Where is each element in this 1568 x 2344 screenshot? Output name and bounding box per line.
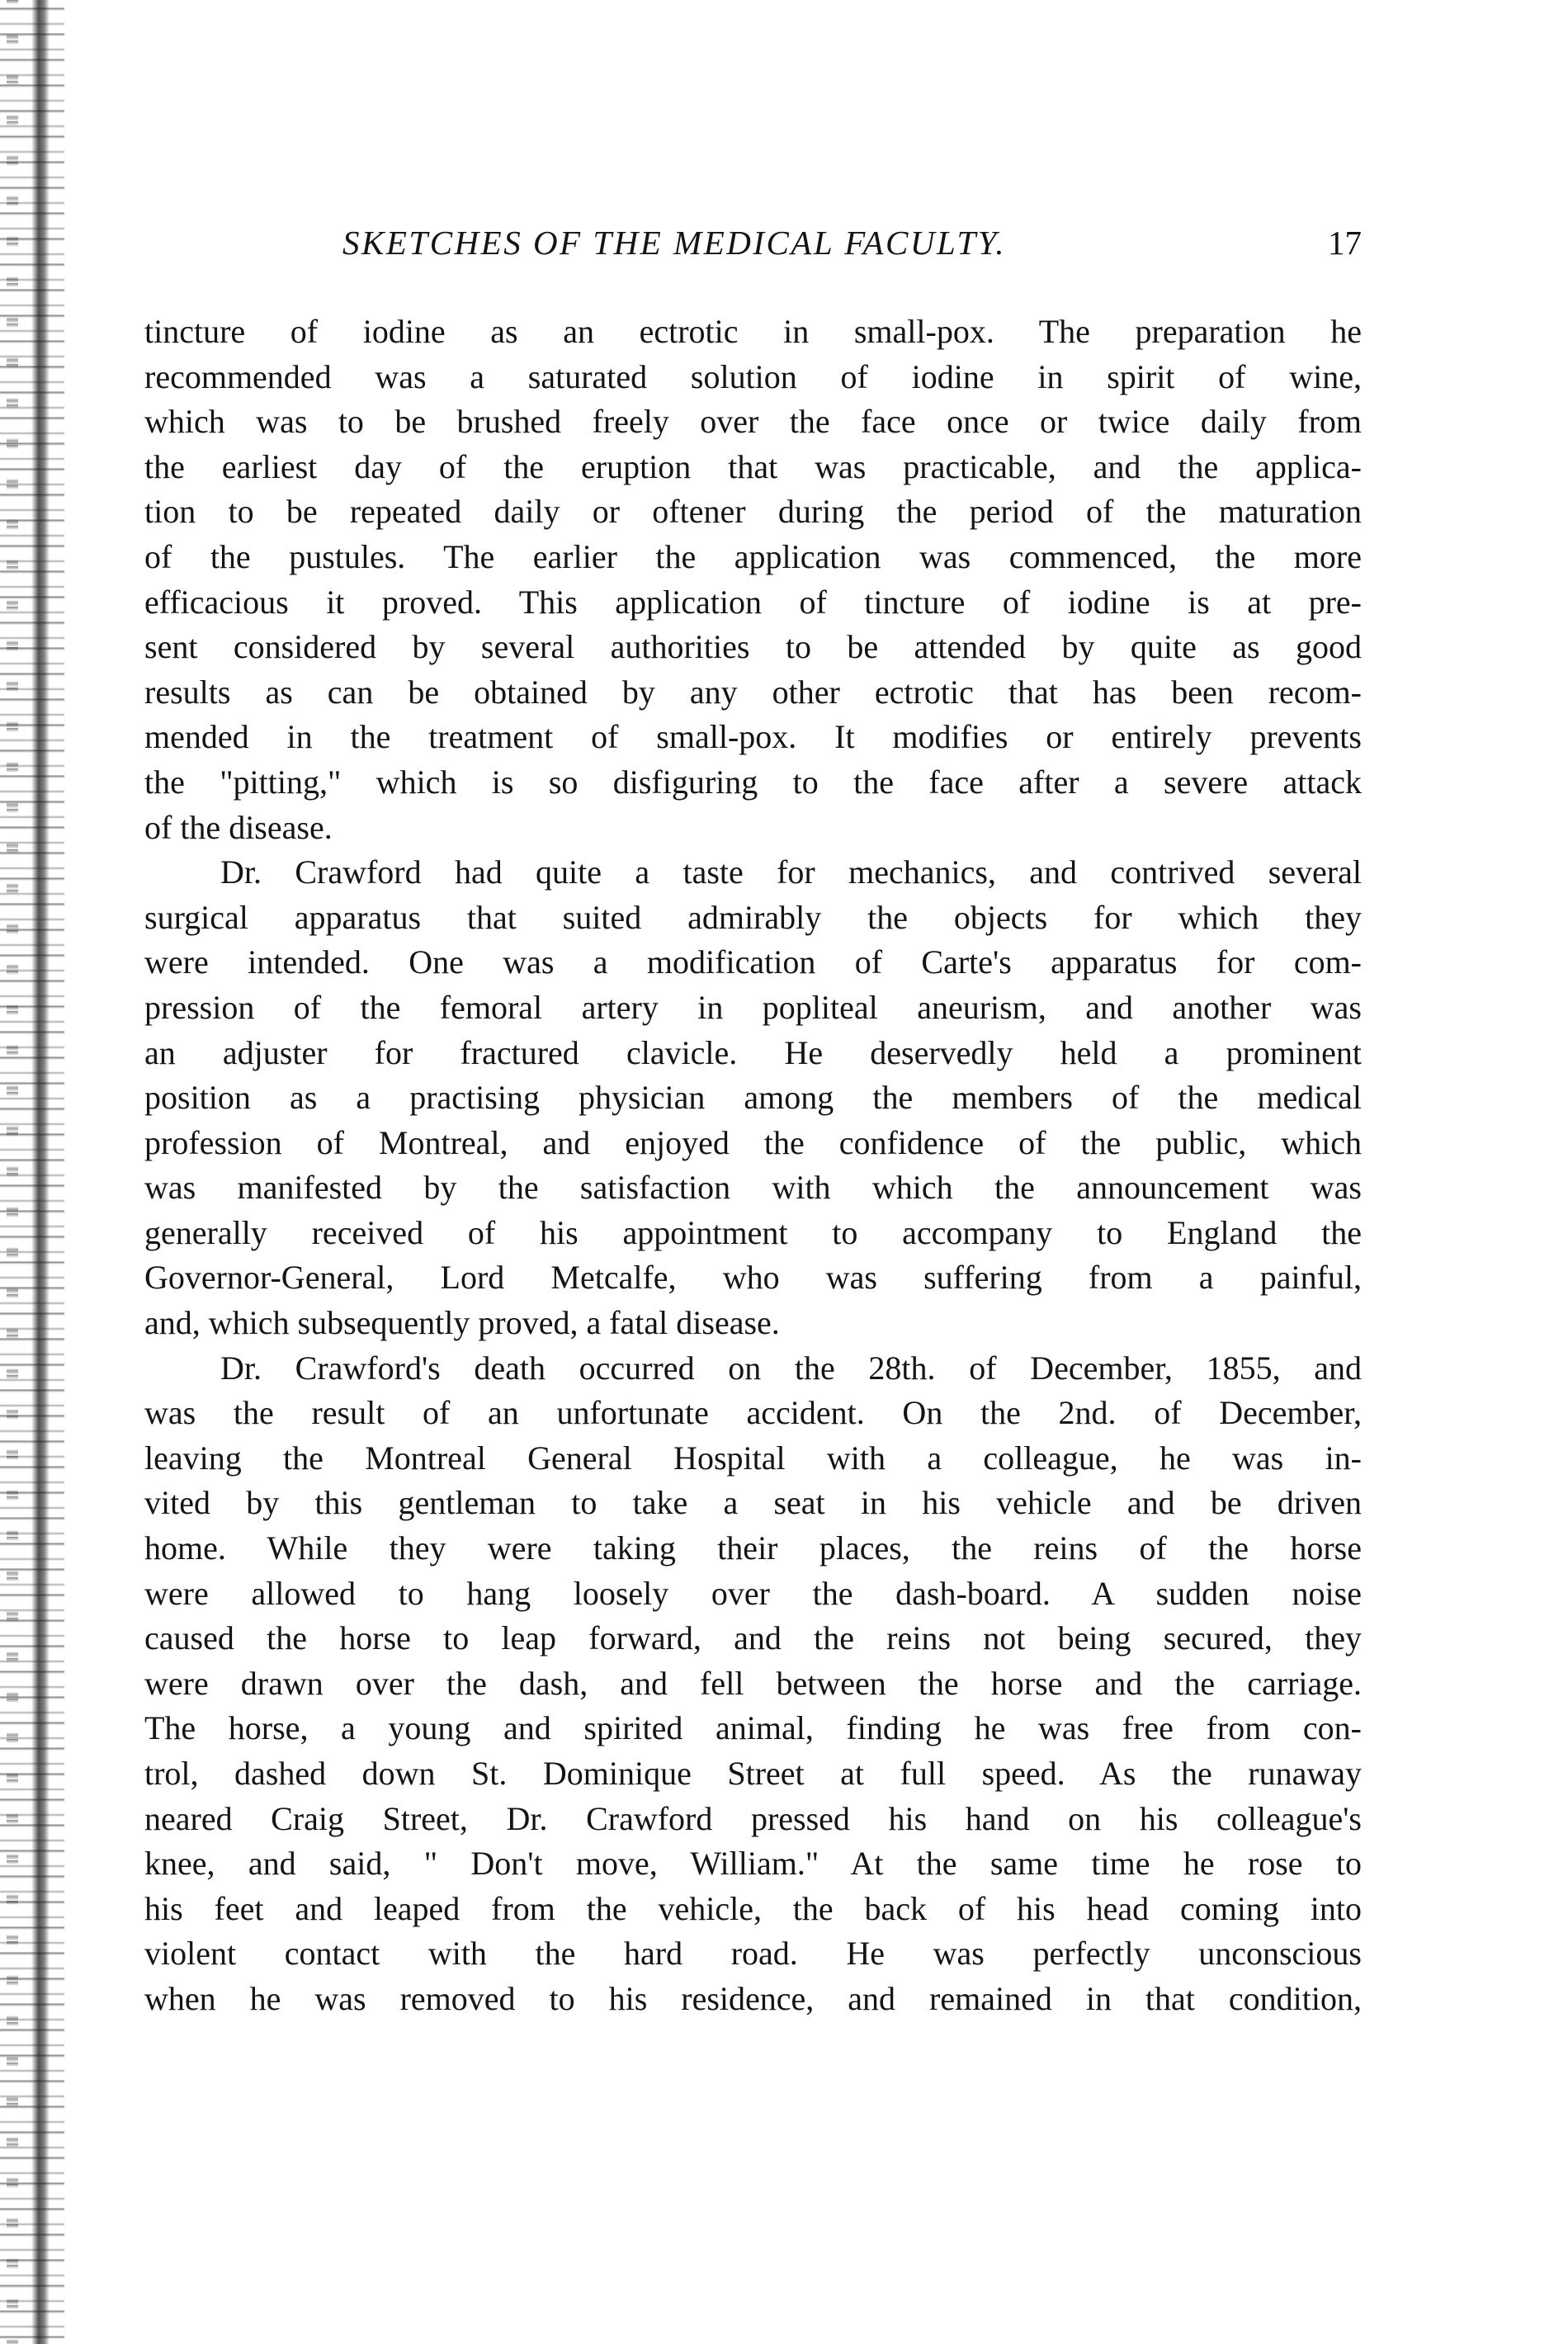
- running-title: SKETCHES OF THE MEDICAL FACULTY.: [342, 224, 1007, 262]
- text-line: profession of Montreal, and enjoyed the confidence of the public, which: [144, 1123, 1362, 1161]
- paragraph-1: [144, 310, 1362, 850]
- text-line: The horse, a young and spirited animal, finding he was free from con-: [144, 1709, 1362, 1747]
- text-line: mended in the treatment of small-pox. It modifies or entirely prevents: [144, 718, 1362, 756]
- text-line: were allowed to hang loosely over the dash-board. A sudden noise: [144, 1574, 1362, 1612]
- text-line: knee, and said, " Don't move, William." At the same time he rose to: [144, 1845, 1362, 1883]
- text-line: Dr. Crawford had quite a taste for mechanics, and contrived several: [220, 853, 1362, 891]
- text-line: which was to be brushed freely over the face once or twice daily from: [144, 403, 1362, 441]
- text-line: his feet and leaped from the vehicle, the back of his head coming into: [144, 1889, 1362, 1927]
- text-line: was manifested by the satisfaction with which the announcement was: [144, 1169, 1362, 1207]
- text-line: neared Craig Street, Dr. Crawford pressed his hand on his colleague's: [144, 1799, 1362, 1837]
- text-line: tion to be repeated daily or oftener during the period of the maturation: [144, 493, 1362, 531]
- text-line: results as can be obtained by any other ectrotic that has been recom-: [144, 673, 1362, 711]
- text-line: surgical apparatus that suited admirably the objects for which they: [144, 898, 1362, 936]
- text-line: tincture of iodine as an ectrotic in small-pox. The preparation he: [144, 313, 1362, 350]
- text-line: generally received of his appointment to accompany to England the: [144, 1213, 1362, 1251]
- text-line: and, which subsequently proved, a fatal disease.: [144, 1304, 780, 1342]
- text-line: sent considered by several authorities to be attended by quite as good: [144, 628, 1362, 666]
- text-line: of the disease.: [144, 808, 333, 846]
- text-line: caused the horse to leap forward, and the reins not being secured, they: [144, 1619, 1362, 1657]
- text-line: the earliest day of the eruption that was practicable, and the applica-: [144, 447, 1362, 485]
- text-line: recommended was a saturated solution of iodine in spirit of wine,: [144, 357, 1362, 395]
- scanned-binding-edge: [0, 0, 64, 2344]
- text-line: were drawn over the dash, and fell between the horse and the carriage.: [144, 1664, 1362, 1702]
- text-line: position as a practising physician among the members of the medical: [144, 1079, 1362, 1117]
- text-line: when he was removed to his residence, and remained in that condition,: [144, 1979, 1362, 2017]
- text-line: an adjuster for fractured clavicle. He deservedly held a prominent: [144, 1033, 1362, 1071]
- running-head: [144, 223, 1362, 272]
- text-line: the "pitting," which is so disfiguring to the face after a severe attack: [144, 763, 1362, 801]
- text-line: pression of the femoral artery in popliteal aneurism, and another was: [144, 988, 1362, 1026]
- text-line: of the pustules. The earlier the application was commenced, the more: [144, 537, 1362, 575]
- text-line: was the result of an unfortunate accident. On the 2nd. of December,: [144, 1394, 1362, 1432]
- text-line: violent contact with the hard road. He was perfectly unconscious: [144, 1935, 1362, 1973]
- text-line: were intended. One was a modification of Carte's apparatus for com-: [144, 943, 1362, 981]
- page-number: 17: [1328, 224, 1362, 262]
- text-line: home. While they were taking their places, the reins of the horse: [144, 1529, 1362, 1567]
- text-line: vited by this gentleman to take a seat in his vehicle and be driven: [144, 1484, 1362, 1522]
- text-line: efficacious it proved. This application of tincture of iodine is at pre-: [144, 583, 1362, 621]
- text-line: Dr. Crawford's death occurred on the 28th. of December, 1855, and: [220, 1349, 1362, 1387]
- paragraph-2: [144, 850, 1362, 1346]
- text-line: leaving the Montreal General Hospital with a colleague, he was in-: [144, 1439, 1362, 1477]
- paragraph-3: [144, 1346, 1362, 2022]
- text-line: Governor-General, Lord Metcalfe, who was suffering from a painful,: [144, 1259, 1362, 1297]
- text-body: [144, 310, 1362, 2022]
- text-line: trol, dashed down St. Dominique Street at full speed. As the runaway: [144, 1755, 1362, 1792]
